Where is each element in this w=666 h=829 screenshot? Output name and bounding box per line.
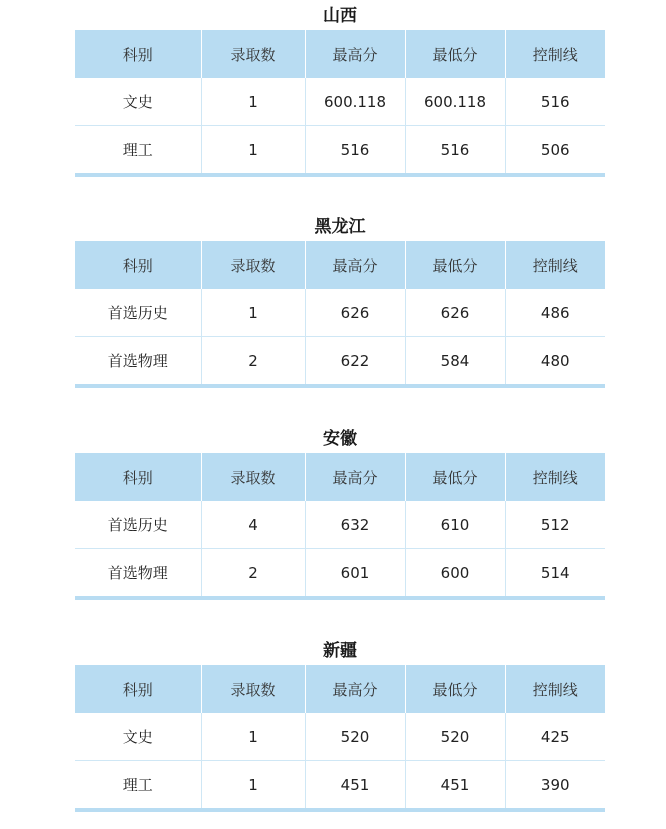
table-row (75, 289, 605, 337)
cell-highest-score: 516 (305, 126, 405, 176)
section-title: 山西 (323, 6, 357, 26)
table-header-row (75, 30, 605, 78)
cell-lowest-score: 610 (405, 501, 505, 549)
table-row (75, 549, 605, 599)
header-admitted-count: 录取数 (201, 453, 305, 501)
cell-highest-score: 622 (305, 337, 405, 387)
cell-control-line: 390 (505, 761, 605, 811)
table-header-row (75, 241, 605, 289)
cell-admitted-count: 1 (201, 761, 305, 811)
cell-highest-score: 520 (305, 713, 405, 761)
header-highest-score: 最高分 (305, 241, 405, 289)
province-section-anhui (75, 425, 605, 600)
cell-highest-score: 600.118 (305, 78, 405, 126)
header-category: 科别 (75, 241, 201, 289)
cell-lowest-score: 626 (405, 289, 505, 337)
header-category: 科别 (75, 453, 201, 501)
header-lowest-score: 最低分 (405, 241, 505, 289)
header-control-line: 控制线 (505, 453, 605, 501)
cell-category: 首选物理 (75, 337, 201, 387)
province-section-xinjiang (75, 637, 605, 812)
admission-table (75, 665, 605, 812)
cell-admitted-count: 1 (201, 78, 305, 126)
cell-category: 首选历史 (75, 289, 201, 337)
cell-admitted-count: 1 (201, 713, 305, 761)
header-admitted-count: 录取数 (201, 30, 305, 78)
header-control-line: 控制线 (505, 665, 605, 713)
cell-admitted-count: 1 (201, 126, 305, 176)
cell-lowest-score: 516 (405, 126, 505, 176)
section-title: 黑龙江 (314, 217, 366, 237)
admission-table (75, 241, 605, 388)
header-highest-score: 最高分 (305, 665, 405, 713)
table-header-row (75, 665, 605, 713)
header-control-line: 控制线 (505, 241, 605, 289)
cell-category: 首选物理 (75, 549, 201, 599)
cell-admitted-count: 4 (201, 501, 305, 549)
cell-category: 文史 (75, 713, 201, 761)
table-row (75, 713, 605, 761)
province-section-shanxi (75, 2, 605, 177)
header-category: 科别 (75, 665, 201, 713)
table-row (75, 761, 605, 811)
province-section-heilongjiang (75, 213, 605, 388)
cell-highest-score: 632 (305, 501, 405, 549)
cell-control-line: 486 (505, 289, 605, 337)
section-title: 安徽 (323, 429, 357, 449)
cell-control-line: 516 (505, 78, 605, 126)
cell-control-line: 425 (505, 713, 605, 761)
cell-lowest-score: 600 (405, 549, 505, 599)
cell-highest-score: 451 (305, 761, 405, 811)
header-highest-score: 最高分 (305, 30, 405, 78)
table-header-row (75, 453, 605, 501)
cell-category: 理工 (75, 126, 201, 176)
table-row (75, 126, 605, 176)
cell-admitted-count: 2 (201, 337, 305, 387)
cell-category: 文史 (75, 78, 201, 126)
cell-control-line: 512 (505, 501, 605, 549)
cell-highest-score: 601 (305, 549, 405, 599)
header-control-line: 控制线 (505, 30, 605, 78)
header-lowest-score: 最低分 (405, 665, 505, 713)
cell-category: 首选历史 (75, 501, 201, 549)
cell-admitted-count: 2 (201, 549, 305, 599)
section-title: 新疆 (323, 641, 357, 661)
header-lowest-score: 最低分 (405, 453, 505, 501)
cell-control-line: 506 (505, 126, 605, 176)
cell-control-line: 514 (505, 549, 605, 599)
cell-control-line: 480 (505, 337, 605, 387)
table-row (75, 337, 605, 387)
cell-lowest-score: 520 (405, 713, 505, 761)
table-row (75, 501, 605, 549)
header-lowest-score: 最低分 (405, 30, 505, 78)
admission-table (75, 453, 605, 600)
cell-lowest-score: 584 (405, 337, 505, 387)
cell-highest-score: 626 (305, 289, 405, 337)
admission-table (75, 30, 605, 177)
cell-admitted-count: 1 (201, 289, 305, 337)
header-admitted-count: 录取数 (201, 665, 305, 713)
header-category: 科别 (75, 30, 201, 78)
table-row (75, 78, 605, 126)
cell-lowest-score: 600.118 (405, 78, 505, 126)
header-highest-score: 最高分 (305, 453, 405, 501)
cell-category: 理工 (75, 761, 201, 811)
header-admitted-count: 录取数 (201, 241, 305, 289)
cell-lowest-score: 451 (405, 761, 505, 811)
